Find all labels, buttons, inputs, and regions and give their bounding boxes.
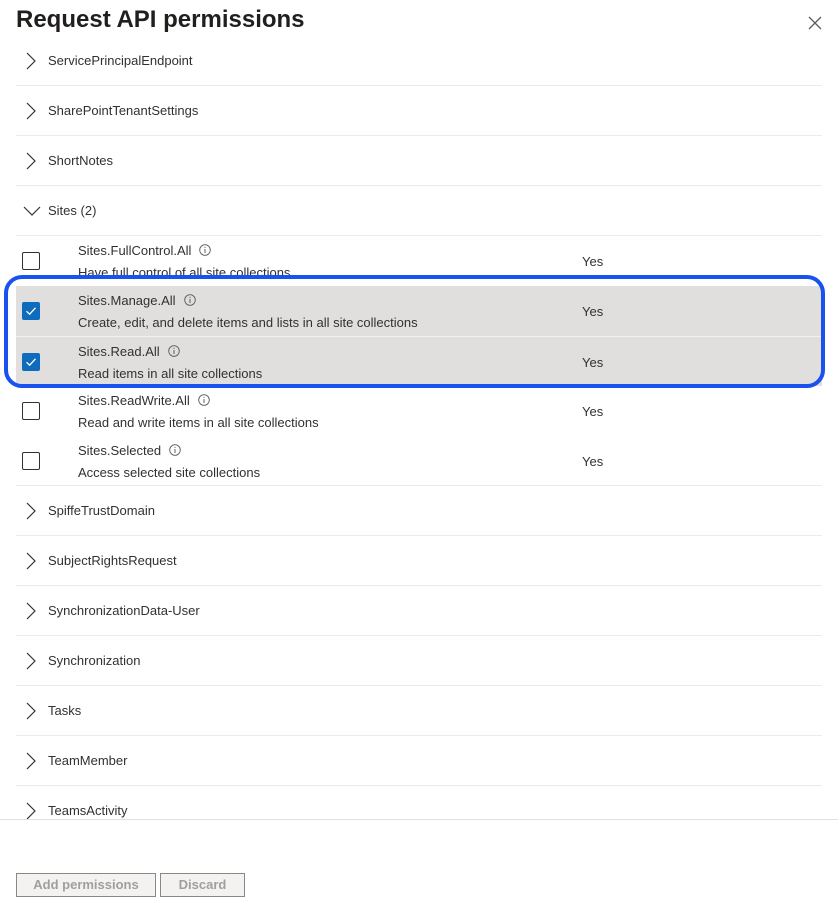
info-icon[interactable]: [199, 244, 211, 256]
permission-checkbox[interactable]: [22, 302, 40, 320]
permission-checkbox[interactable]: [22, 402, 40, 420]
admin-consent-value: Yes: [582, 254, 604, 269]
admin-consent-value: Yes: [582, 355, 604, 370]
group-row-synchronizationdata-user[interactable]: [16, 586, 822, 636]
group-label: SharePointTenantSettings: [48, 103, 199, 118]
group-row-synchronization[interactable]: [16, 636, 822, 686]
info-icon[interactable]: [168, 345, 180, 357]
chevron-right-icon: [24, 151, 38, 171]
permission-row[interactable]: [16, 286, 822, 336]
group-label: ShortNotes: [48, 153, 114, 168]
permission-name: Sites.Selected: [78, 443, 162, 458]
permission-name-wrap: [78, 393, 210, 408]
permission-name-wrap: [78, 293, 196, 308]
info-icon[interactable]: [198, 394, 210, 406]
discard-button[interactable]: Discard: [160, 873, 245, 897]
permission-checkbox[interactable]: [22, 353, 40, 371]
group-row-subjectrightsrequest[interactable]: [16, 536, 822, 586]
panel-footer: [0, 821, 838, 917]
group-row-sharepointtenantsettings[interactable]: [16, 86, 822, 136]
admin-consent-value: Yes: [582, 404, 604, 419]
permission-name-wrap: [78, 443, 181, 458]
chevron-right-icon: [24, 501, 38, 521]
checkmark-icon: [25, 305, 37, 317]
permission-row[interactable]: [16, 336, 822, 386]
group-label: Sites (2): [48, 203, 97, 218]
group-row-spiffetrustdomain[interactable]: [16, 486, 822, 536]
permission-name-wrap: [78, 344, 180, 359]
group-label: Tasks: [48, 703, 82, 718]
group-label: ServicePrincipalEndpoint: [48, 53, 193, 68]
group-row-teammember[interactable]: [16, 736, 822, 786]
chevron-right-icon: [24, 51, 38, 71]
group-label: SubjectRightsRequest: [48, 553, 177, 568]
permission-row[interactable]: [16, 436, 822, 486]
permission-name-wrap: [78, 243, 211, 258]
close-icon: [804, 12, 826, 34]
group-row-teamsactivity[interactable]: [16, 786, 822, 820]
permission-name: Sites.Read.All: [78, 344, 160, 359]
group-label: SpiffeTrustDomain: [48, 503, 155, 518]
group-label: TeamsActivity: [48, 803, 128, 818]
group-label: Synchronization: [48, 653, 141, 668]
group-label: SynchronizationData-User: [48, 603, 200, 618]
chevron-right-icon: [24, 651, 38, 671]
permission-checkbox[interactable]: [22, 252, 40, 270]
group-row-shortnotes[interactable]: [16, 136, 822, 186]
permission-name: Sites.ReadWrite.All: [78, 393, 190, 408]
admin-consent-value: Yes: [582, 454, 604, 469]
chevron-right-icon: [24, 751, 38, 771]
group-row-tasks[interactable]: [16, 686, 822, 736]
permissions-list[interactable]: [0, 46, 838, 820]
group-row-serviceprincipalendpoint[interactable]: [16, 46, 822, 86]
permission-description: Read and write items in all site collections: [78, 415, 319, 430]
info-icon[interactable]: [184, 294, 196, 306]
permission-description: Have full control of all site collections: [78, 265, 291, 280]
chevron-right-icon: [24, 101, 38, 121]
checkmark-icon: [25, 356, 37, 368]
close-button[interactable]: [804, 12, 826, 34]
add-permissions-button[interactable]: Add permissions: [16, 873, 156, 897]
group-row-sites[interactable]: [16, 186, 822, 236]
permission-description: Access selected site collections: [78, 465, 261, 480]
permission-name: Sites.Manage.All: [78, 293, 176, 308]
info-icon[interactable]: [169, 444, 181, 456]
chevron-right-icon: [24, 601, 38, 621]
chevron-right-icon: [24, 701, 38, 721]
permission-row[interactable]: [16, 236, 822, 286]
chevron-right-icon: [24, 551, 38, 571]
admin-consent-value: Yes: [582, 304, 604, 319]
group-label: TeamMember: [48, 753, 128, 768]
permission-row[interactable]: [16, 386, 822, 436]
chevron-down-icon: [22, 204, 42, 218]
permission-description: Read items in all site collections: [78, 366, 263, 381]
permission-description: Create, edit, and delete items and lists in all site collections: [78, 315, 418, 330]
permission-checkbox[interactable]: [22, 452, 40, 470]
permission-name: Sites.FullControl.All: [78, 243, 192, 258]
chevron-right-icon: [24, 801, 38, 820]
page-title: Request API permissions: [16, 6, 305, 33]
